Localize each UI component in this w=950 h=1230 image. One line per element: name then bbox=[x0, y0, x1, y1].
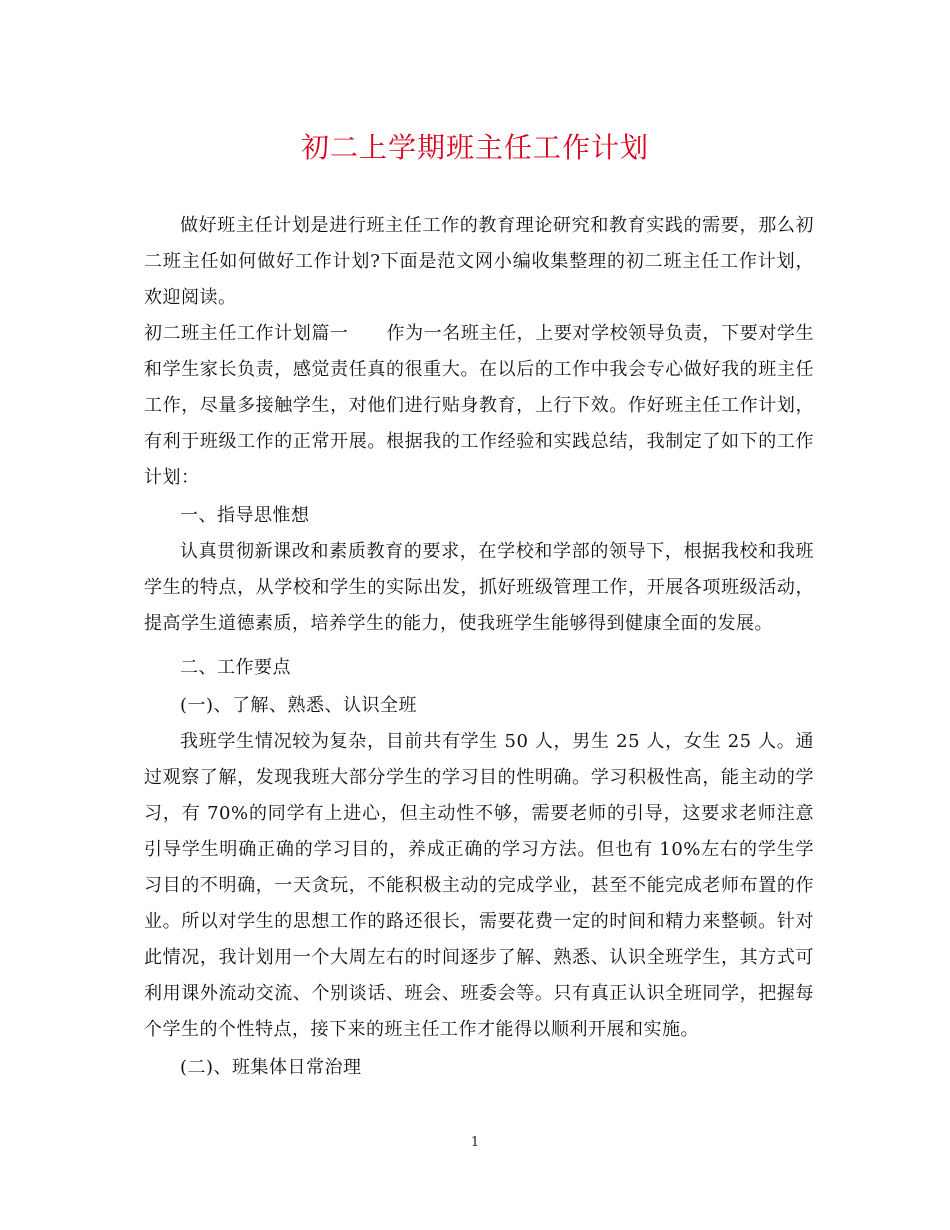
document-title: 初二上学期班主任工作计划 bbox=[300, 131, 649, 164]
heading-daily-management: (二)、班集体日常治理 bbox=[180, 1057, 362, 1078]
guiding-thought-paragraph: 认真贯彻新课改和素质教育的要求，在学校和学部的领导下，根据我校和我班学生的特点，从学校和学生的实际出发，抓好班级管理工作，开展各项班级活动，提高学生道德素质，培养学生的能力，使我班学生能够得到健康全面的发展。 bbox=[144, 541, 814, 634]
intro-paragraph: 做好班主任计划是进行班主任工作的教育理论研究和教育实践的需要，那么初二班主任如何做好工作计划?下面是范文网小编收集整理的初二班主任工作计划，欢迎阅读。 bbox=[144, 215, 814, 308]
heading-work-points: 二、工作要点 bbox=[180, 657, 291, 678]
class-situation-paragraph: 我班学生情况较为复杂，目前共有学生 50 人，男生 25 人，女生 25 人。通过观察了解，发现我班大部分学生的学习目的性明确。学习积极性高，能主动的学习，有 70%的同学有上进心，但主动性不够，需要老师的引导，这要求老师注意引导学生明确正确的学习目的，养成正确的学习方法。但也有 10%左右的学生学习目的不明确，一天贪玩，不能积极主动的完成学业，甚至不能完成老师布置的作业。所以对学生的思想工作的路还很长，需要花费一定的时间和精力来整顿。针对此情况，我计划用一个大周左右的时间逐步了解、熟悉、认识全班学生，其方式可利用课外流动交流、个别谈话、班会、班委会等。只有真正认识全班同学，把握每个学生的个性特点，接下来的班主任工作才能得以顺利开展和实施。 bbox=[144, 731, 814, 1040]
heading-guiding-thought: 一、指导思惟想 bbox=[180, 505, 310, 526]
section-lead-title: 初二班主任工作计划篇一 bbox=[144, 323, 349, 344]
section-lead-text: 作为一名班主任，上要对学校领导负责，下要对学生和学生家长负责，感觉责任真的很重大。在以后的工作中我会专心做好我的班主任工作，尽量多接触学生，对他们进行贴身教育，上行下效。作好班主任工作计划，有利于班级工作的正常开展。根据我的工作经验和实践总结，我制定了如下的工作计划： bbox=[144, 323, 814, 488]
section-lead-paragraph bbox=[144, 316, 814, 496]
heading-understand-class: (一)、了解、熟悉、认识全班 bbox=[180, 695, 418, 716]
page-number: 1 bbox=[470, 1135, 480, 1150]
document-body bbox=[144, 208, 814, 1086]
